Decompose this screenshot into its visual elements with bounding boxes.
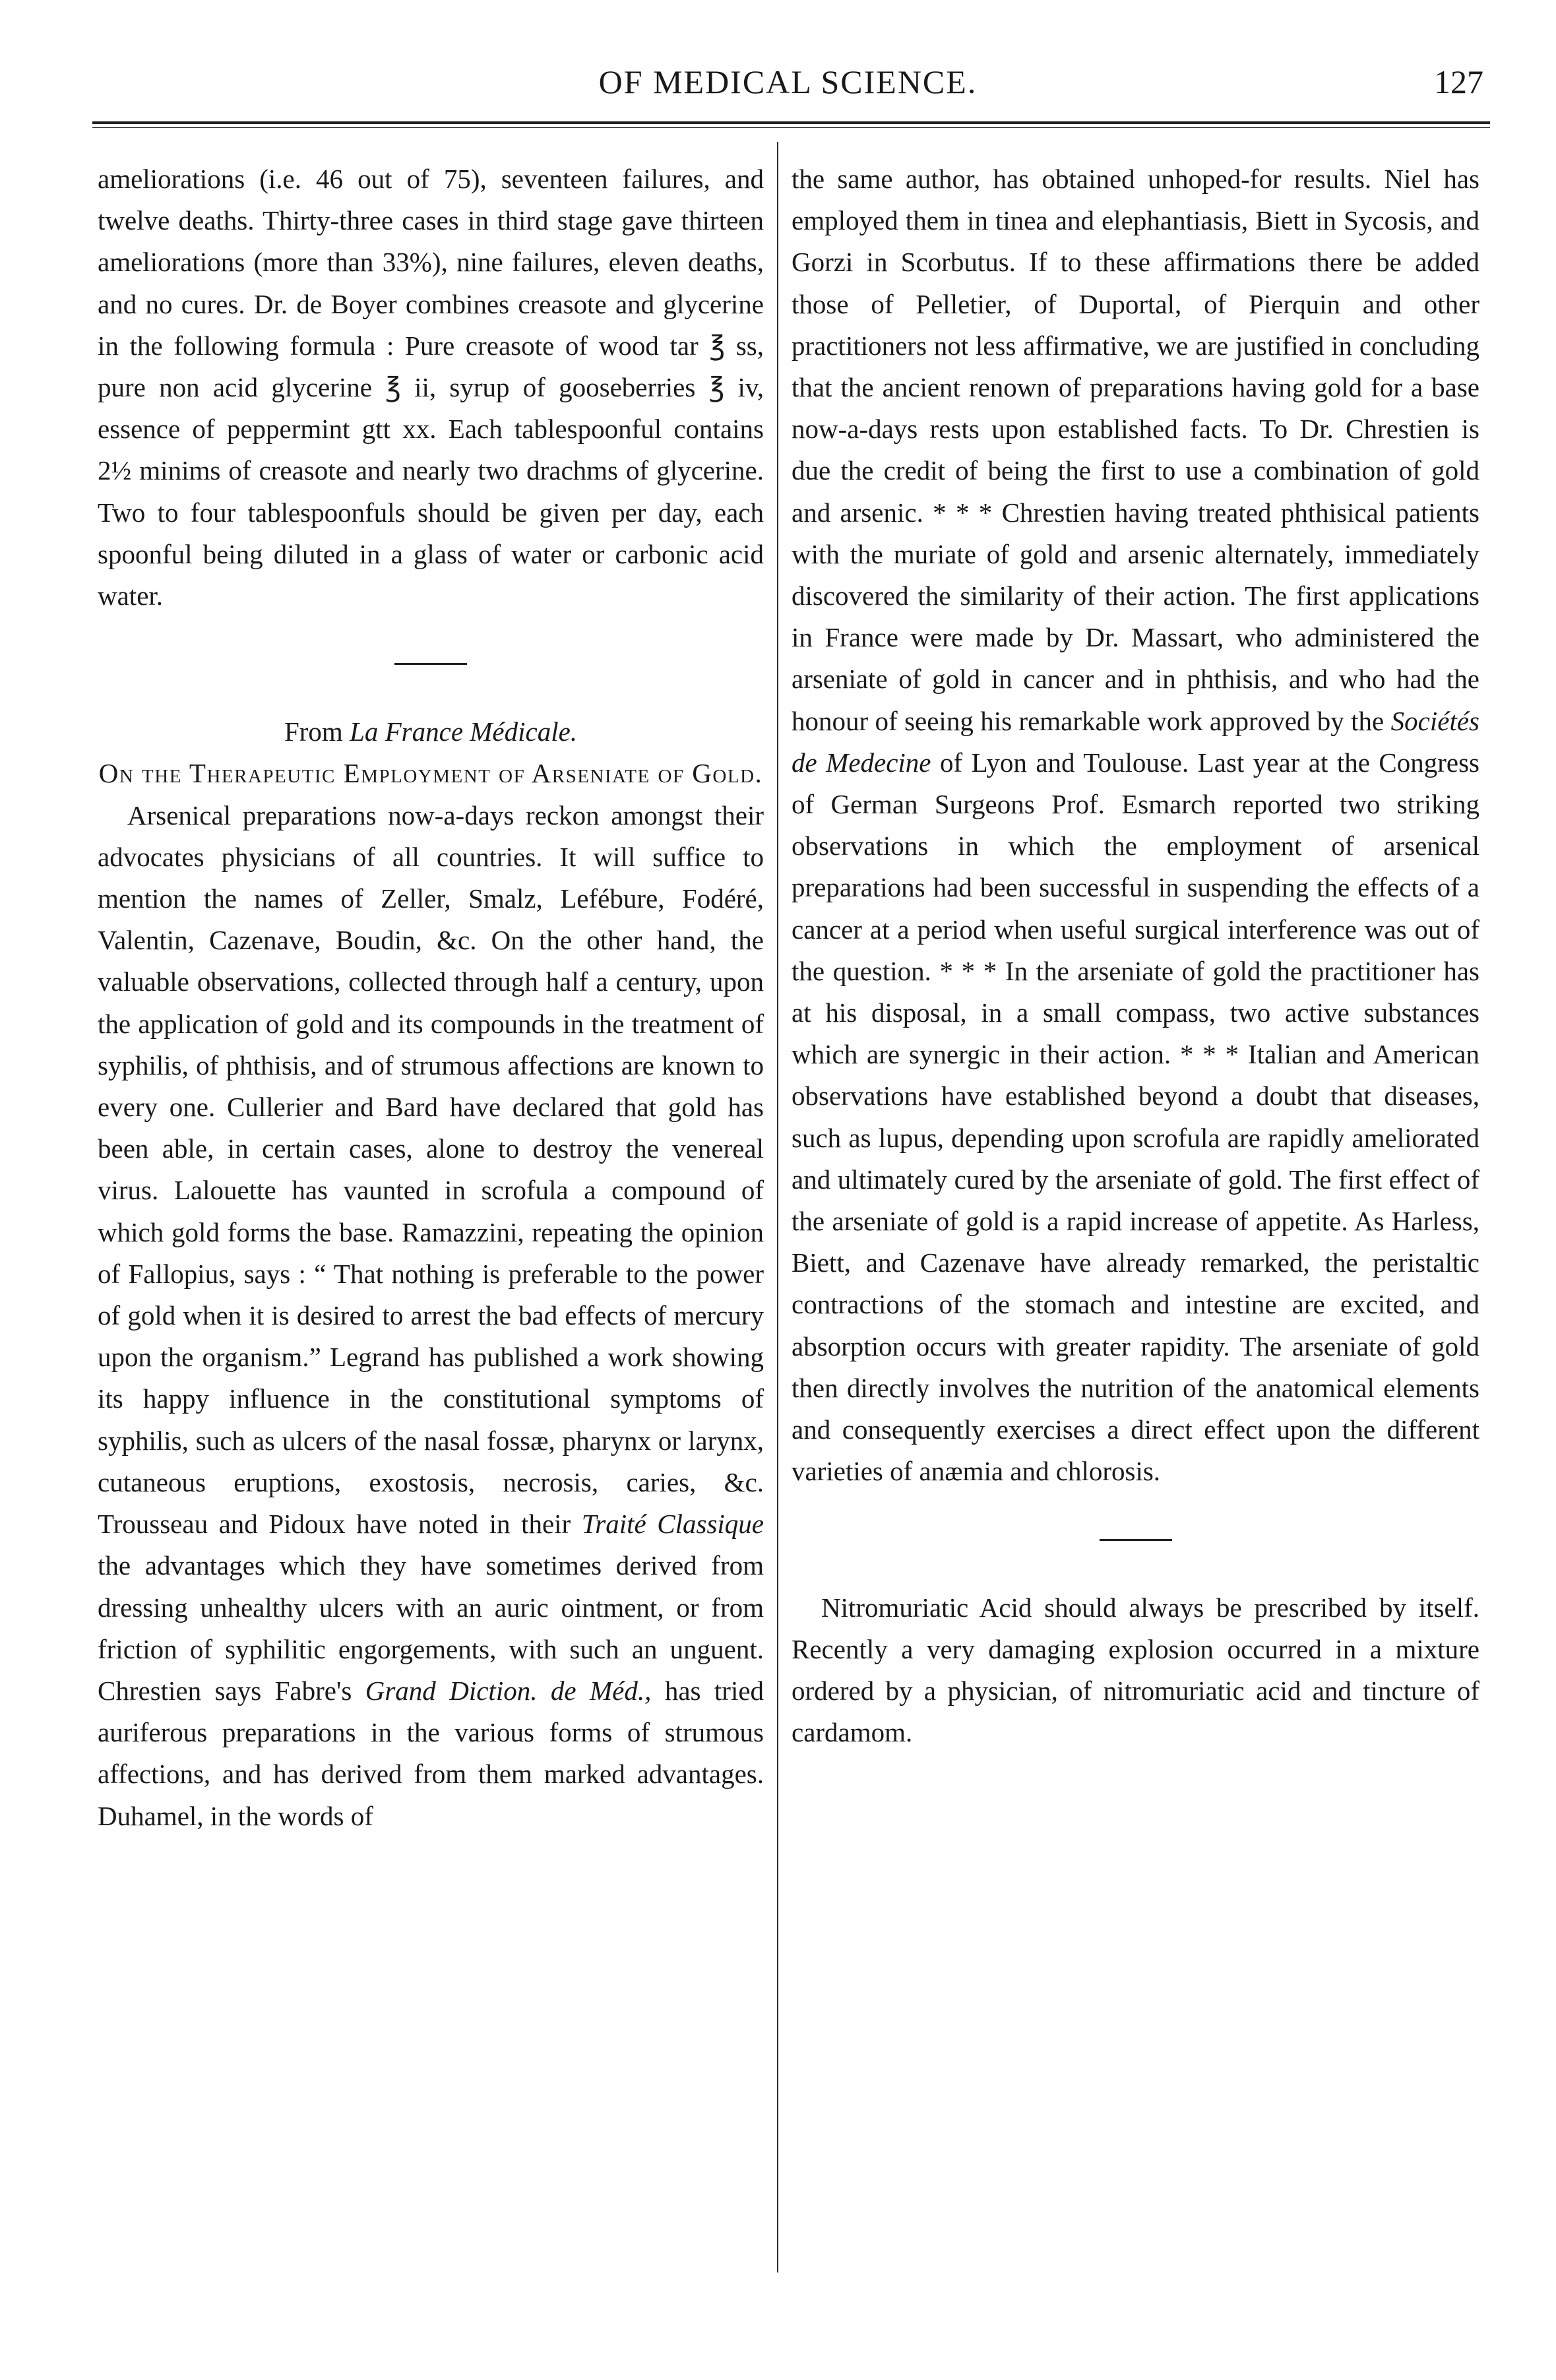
article-text-3: has tried auriferous preparations in the various forms of strumous affections, and has derived from them marked advantages. Duhamel, in the words of (98, 1675, 764, 1831)
source-prefix: From (284, 716, 343, 747)
section-rule (394, 663, 467, 665)
nitromuriatic-note: Nitromuriatic Acid should always be prescribed by itself. Recently a very damaging explosion occurred in a mixture ordered by a physician, of nitromuriatic acid and tincture of cardamom. (792, 1592, 1479, 1748)
right-column (792, 158, 1479, 1753)
article-italic-1: Traité Classique (581, 1509, 764, 1540)
continuation-text-2: of Lyon and Toulouse. Last year at the Congress of German Surgeons Prof. Esmarch reported two striking observations in which the employment of arsenical preparations had been successful in suspending the effects of a cancer at a period when useful surgical interference was out of the question. * * * In the arseniate of gold the practitioner has at his disposal, in a small compass, two active substances which are synergic in their action. * * * Italian and American observations have established beyond a doubt that diseases, such as lupus, depending upon scrofula are rapidly ameliorated and ultimately cured by the arseniate of gold. The first effect of the arseniate of gold is a rapid increase of appetite. As Harless, Biett, and Cazenave have already remarked, the peristaltic contractions of the stomach and intestine are excited, and absorption occurs with greater rapidity. The arseniate of gold then directly involves the nutrition of the anatomical elements and consequently exercises a direct effect upon the different varieties of anæmia and chlorosis. (792, 747, 1479, 1487)
running-head (92, 63, 1483, 109)
article-continuation (792, 158, 1479, 1493)
column-divider (777, 142, 778, 2272)
source-name: La France Médicale. (350, 716, 578, 747)
article-text-2: the advantages which they have sometimes derived from dressing unhealthy ulcers with an auric ointment, or from friction of syphilitic engorgements, with such an unguent. Chrestien says Fabre's (98, 1550, 764, 1706)
article-italic-2: Grand Diction. de Méd., (365, 1675, 652, 1706)
article-title: On the Therapeutic Employment of Arseniate of Gold. (98, 758, 763, 789)
left-column (98, 158, 764, 1837)
section-rule-right (1100, 1539, 1172, 1541)
continuation-text-1: the same author, has obtained unhoped-for results. Niel has employed them in tinea and elephantiasis, Biett in Sycosis, and Gorzi in Scorbutus. If to these affirmations there be added those of Pelletier, of Duportal, of Pierquin and other practitioners not less affirmative, we are justified in concluding that the ancient renown of preparations having gold for a base now-a-days rests upon established facts. To Dr. Chrestien is due the credit of being the first to use a combination of gold and arsenic. * * * Chrestien having treated phthisical patients with the muriate of gold and arsenic alternately, immediately discovered the similarity of their action. The first applications in France were made by Dr. Massart, who administered the arseniate of gold in cancer and in phthisis, and who had the honour of seeing his remarkable work approved by the (792, 164, 1479, 736)
article-text-1: Arsenical preparations now-a-days reckon amongst their advocates physicians of all countries. It will suffice to mention the names of Zeller, Smalz, Lefébure, Fodéré, Valentin, Cazenave, Boudin, &c. On the other hand, the valuable observations, collected through half a century, upon the application of gold and its compounds in the treatment of syphilis, of phthisis, and of strumous affections are known to every one. Cullerier and Bard have declared that gold has been able, in certain cases, alone to destroy the venereal virus. Lalouette has vaunted in scrofula a compound of which gold forms the base. Ramazzini, repeating the opinion of Fallopius, says : “ That nothing is preferable to the power of gold when it is desired to arrest the bad effects of mercury upon the organism.” Legrand has published a work showing its happy influence in the constitutional symptoms of syphilis, such as ulcers of the nasal fossæ, pharynx or larynx, cutaneous eruptions, exostosis, necrosis, caries, &c. Trousseau and Pidoux have noted in their (98, 799, 764, 1540)
continued-paragraph: ameliorations (i.e. 46 out of 75), seventeen failures, and twelve deaths. Thirty-three cases in third stage gave thirteen ameliorations (more than 33%), nine failures, eleven deaths, and no cures. Dr. de Boyer combines creasote and glycerine in the following formula : Pure creasote of wood tar ℥ ss, pure non acid glycerine ℥ ii, syrup of gooseberries ℥ iv, essence of peppermint gtt xx. Each tablespoonful contains 2½ minims of creasote and nearly two drachms of glycerine. Two to four tablespoonfuls should be given per day, each spoonful being diluted in a glass of water or carbonic acid water. (98, 164, 764, 611)
continuation-italic-1: Sociétés de Medecine (792, 705, 1479, 778)
header-double-rule (92, 121, 1490, 128)
page-number: 127 (1434, 63, 1483, 100)
running-title: OF MEDICAL SCIENCE. (598, 63, 978, 100)
article-paragraph (98, 795, 764, 1837)
source-attribution (98, 711, 764, 753)
